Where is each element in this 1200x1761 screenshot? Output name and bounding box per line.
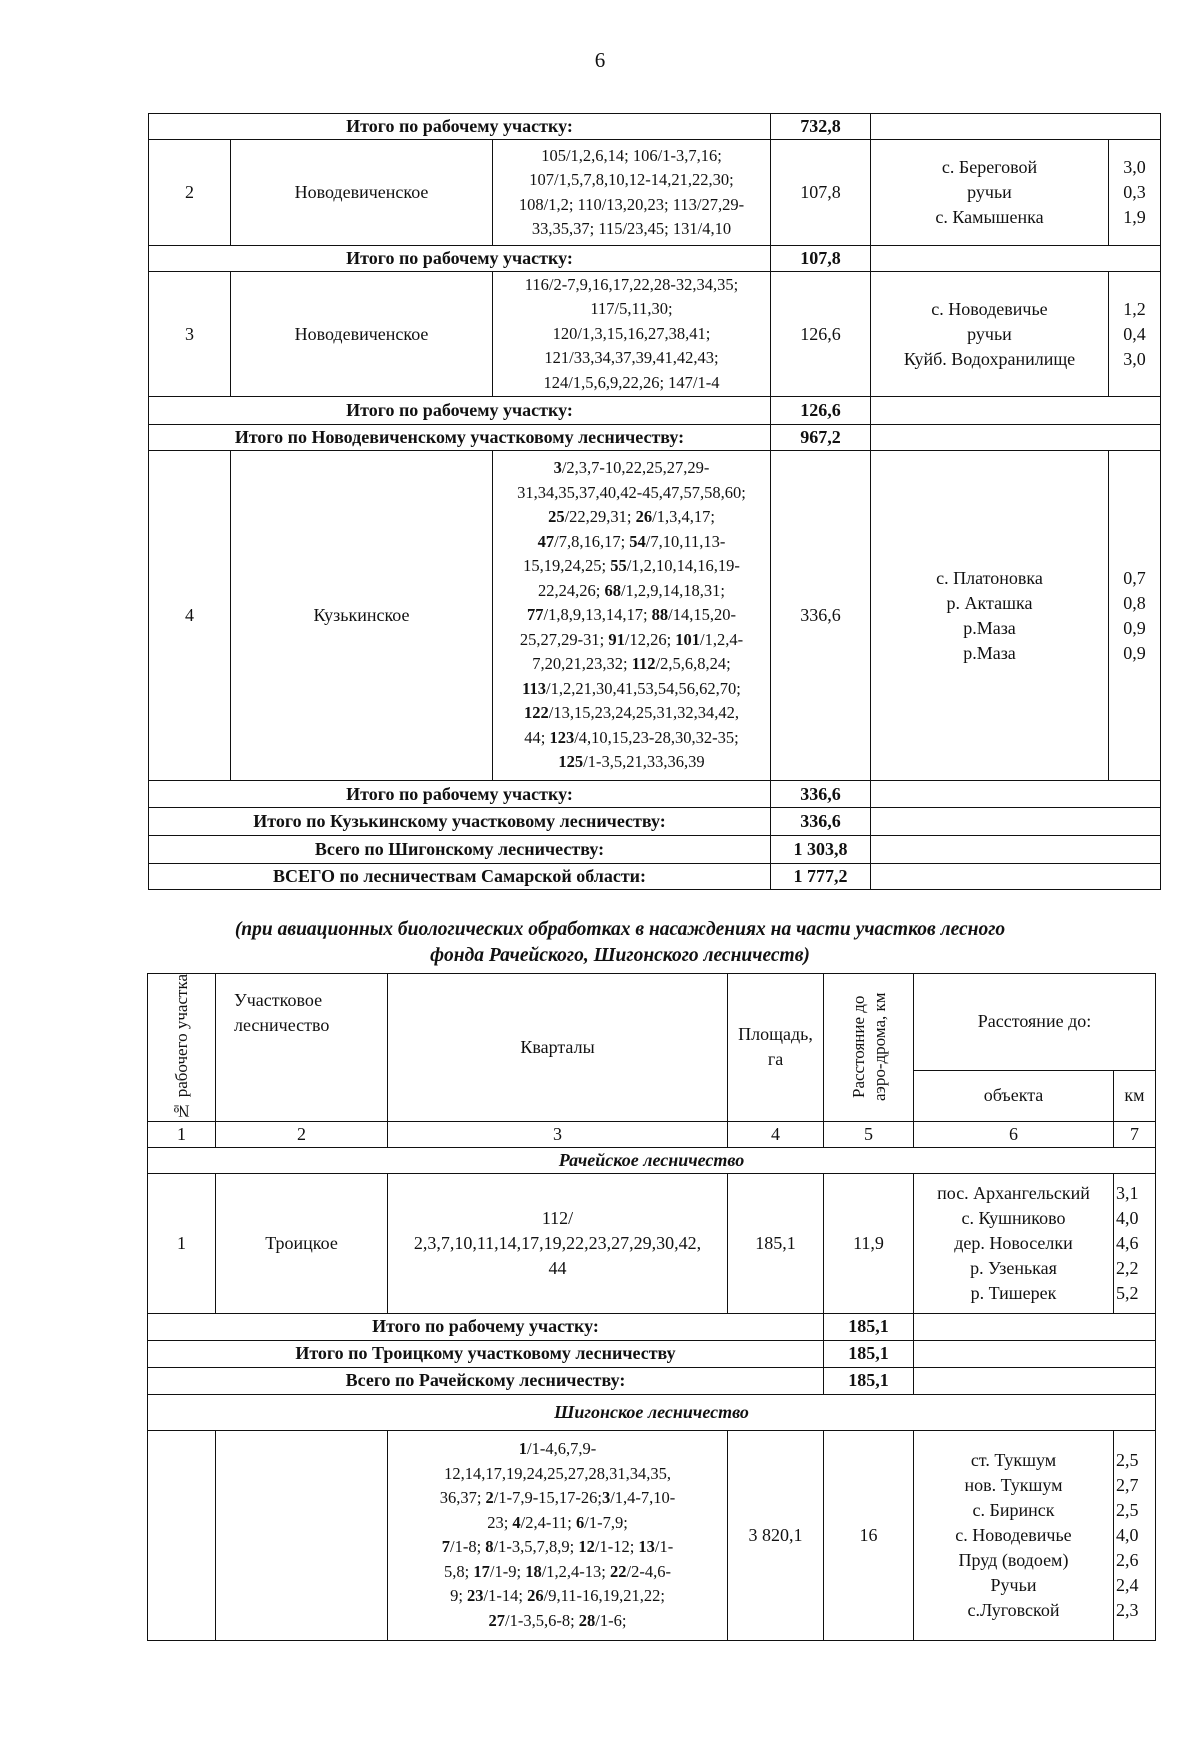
km-value: 1,9	[1123, 207, 1146, 227]
total-value: 732,8	[771, 114, 871, 140]
quarters-line: 1/1-4,6,7,9-	[518, 1439, 597, 1459]
objects-cell	[871, 451, 1109, 781]
object-name: с. Платоновка	[936, 567, 1043, 588]
object-name: р. Тишерек	[970, 1282, 1057, 1303]
row-number	[148, 1430, 216, 1640]
quarters-line: 112/	[541, 1207, 574, 1228]
object-name: ручьи	[967, 182, 1012, 202]
total-label: Итого по рабочему участку:	[148, 1313, 824, 1340]
km-value: 0,7	[1123, 567, 1146, 588]
km-cell	[1109, 451, 1161, 781]
total-value: 185,1	[824, 1313, 914, 1340]
total-row	[149, 114, 1161, 140]
km-value: 3,0	[1123, 348, 1146, 369]
km-value: 2,5	[1116, 1499, 1139, 1520]
total-row	[148, 1340, 1156, 1367]
header-forestry: Участковое лесничество	[216, 974, 388, 1122]
header-dist-airport-text: Расстояние до аэро-дрома, км	[848, 993, 889, 1102]
section-title: Шигонское лесничество	[148, 1394, 1156, 1430]
object-name: с. Новодевичье	[931, 298, 1048, 319]
total-row	[149, 397, 1161, 425]
dist-cell: 16	[824, 1430, 914, 1640]
object-name: Пруд (водоем)	[958, 1549, 1069, 1570]
quarters-line: 121/33,34,37,39,41,42,43;	[544, 348, 719, 368]
bottom-forest-table	[147, 973, 1156, 1641]
object-name: с. Новодевичье	[955, 1524, 1072, 1545]
column-number: 4	[728, 1121, 824, 1147]
table-row	[148, 1173, 1156, 1313]
objects-cell	[914, 1430, 1114, 1640]
total-label: Итого по рабочему участку:	[149, 781, 771, 808]
quarters-line: 5,8; 17/1-9; 18/1,2,4-13; 22/2-4,6-	[444, 1561, 671, 1581]
quarters-line: 25,27,29-31; 91/12,26; 101/1,2,4-	[519, 629, 744, 649]
object-name: с. Кушниково	[961, 1207, 1066, 1228]
quarters-line: 107/1,5,7,8,10,12-14,21,22,30;	[529, 170, 734, 189]
quarters-line: 31,34,35,37,40,42-45,47,57,58,60;	[517, 482, 746, 502]
total-label: Итого по рабочему участку:	[149, 114, 771, 140]
object-name: дер. Новоселки	[954, 1232, 1073, 1253]
quarters-line: 27/1-3,5,6-8; 28/1-6;	[488, 1610, 627, 1630]
object-name: с. Береговой	[941, 157, 1038, 177]
quarters-line: 116/2-7,9,16,17,22,28-32,34,35;	[524, 274, 739, 294]
total-value: 1 303,8	[771, 836, 871, 864]
quarters-cell	[388, 1173, 728, 1313]
column-number: 6	[914, 1121, 1114, 1147]
quarters-line: 125/1-3,5,21,33,36,39	[558, 752, 705, 772]
forestry-name: Новодевиченское	[231, 140, 493, 246]
caption-line: (при авиационных биологических обработках в насаждениях на части участков лесного	[234, 919, 1006, 940]
objects-cell	[871, 140, 1109, 246]
object-name: нов. Тукшум	[964, 1474, 1063, 1495]
header-object: объекта	[914, 1070, 1114, 1121]
table-row	[149, 451, 1161, 781]
table-row	[149, 140, 1161, 246]
km-value: 0,9	[1123, 642, 1146, 663]
section-title: Рачейское лесничество	[148, 1147, 1156, 1173]
km-value: 2,3	[1116, 1599, 1139, 1620]
area-cell: 185,1	[728, 1173, 824, 1313]
total-value: 126,6	[771, 397, 871, 425]
column-number: 2	[216, 1121, 388, 1147]
forestry-name: Новодевиченское	[231, 272, 493, 397]
quarters-line: 25/22,29,31; 26/1,3,4,17;	[548, 507, 715, 527]
total-row	[149, 246, 1161, 272]
top-forest-table	[148, 113, 1161, 890]
object-name: Ручьи	[990, 1574, 1037, 1595]
area-cell: 107,8	[771, 140, 871, 246]
quarters-line: 7,20,21,23,32; 112/2,5,6,8,24;	[532, 654, 731, 674]
header-dist-airport	[824, 974, 914, 1122]
km-value: 0,3	[1123, 182, 1146, 202]
km-value: 4,0	[1116, 1207, 1139, 1228]
forestry-name: Троицкое	[216, 1173, 388, 1313]
section-row	[148, 1147, 1156, 1173]
quarters-cell	[493, 451, 771, 781]
quarters-line: 108/1,2; 110/13,20,23; 113/27,29-	[518, 194, 745, 214]
total-row	[149, 836, 1161, 864]
column-number-row	[148, 1121, 1156, 1147]
total-label: Итого по рабочему участку:	[149, 397, 771, 425]
total-value: 185,1	[824, 1367, 914, 1394]
total-value: 107,8	[771, 246, 871, 272]
quarters-line: 2,3,7,10,11,14,17,19,22,23,27,29,30,42,	[413, 1232, 702, 1253]
object-name: Куйб. Водохранилище	[903, 348, 1076, 369]
object-name: пос. Архангельский	[937, 1182, 1090, 1203]
quarters-line: 124/1,5,6,9,22,26; 147/1-4	[543, 372, 720, 392]
total-value: 967,2	[771, 425, 871, 451]
quarters-line: 3/2,3,7-10,22,25,27,29-	[553, 458, 710, 478]
quarters-line: 122/13,15,23,24,25,31,32,34,42,	[524, 703, 739, 723]
header-dist-to: Расстояние до:	[914, 974, 1156, 1071]
km-value: 0,9	[1123, 617, 1146, 638]
quarters-line: 77/1,8,9,13,14,17; 88/14,15,20-	[526, 605, 737, 625]
object-name: р. Акташка	[946, 592, 1033, 613]
header-num-text: № рабочего участка	[171, 974, 191, 1121]
total-row	[149, 781, 1161, 808]
total-label: Итого по Новодевиченскому участковому лесничеству:	[149, 425, 771, 451]
km-value: 2,4	[1116, 1574, 1139, 1595]
row-number: 3	[149, 272, 231, 397]
page-number: 6	[594, 48, 606, 72]
area-cell: 3 820,1	[728, 1430, 824, 1640]
table-row	[148, 1430, 1156, 1640]
dist-cell: 11,9	[824, 1173, 914, 1313]
quarters-line: 105/1,2,6,14; 106/1-3,7,16;	[541, 145, 722, 165]
header-area: Площадь, га	[728, 974, 824, 1122]
quarters-line: 33,35,37; 115/23,45; 131/4,10	[531, 219, 732, 238]
object-name: р. Узенькая	[970, 1257, 1057, 1278]
km-value: 1,2	[1123, 298, 1146, 319]
km-cell	[1109, 140, 1161, 246]
total-label: Итого по рабочему участку:	[149, 246, 771, 272]
header-km: км	[1114, 1070, 1156, 1121]
km-cell	[1114, 1430, 1156, 1640]
total-value: 185,1	[824, 1340, 914, 1367]
quarters-line: 15,19,24,25; 55/1,2,10,14,16,19-	[523, 556, 740, 576]
total-label: ВСЕГО по лесничествам Самарской области:	[149, 864, 771, 890]
row-number: 4	[149, 451, 231, 781]
object-name: с. Биринск	[972, 1499, 1055, 1520]
km-value: 2,5	[1116, 1449, 1139, 1470]
column-number: 7	[1114, 1121, 1156, 1147]
quarters-line: 44	[548, 1257, 567, 1278]
total-label: Всего по Шигонскому лесничеству:	[149, 836, 771, 864]
km-value: 5,2	[1116, 1282, 1139, 1303]
km-value: 2,6	[1116, 1549, 1139, 1570]
total-label: Итого по Троицкому участковому лесничеству	[148, 1340, 824, 1367]
total-row	[149, 808, 1161, 836]
forestry-name	[216, 1430, 388, 1640]
row-number: 1	[148, 1173, 216, 1313]
object-name: с. Камышенка	[935, 207, 1044, 227]
km-value: 4,6	[1116, 1232, 1139, 1253]
object-name: р.Маза	[963, 642, 1016, 663]
forestry-name: Кузькинское	[231, 451, 493, 781]
km-cell	[1109, 272, 1161, 397]
area-cell: 336,6	[771, 451, 871, 781]
km-value: 3,0	[1123, 157, 1146, 177]
km-cell	[1114, 1173, 1156, 1313]
quarters-line: 47/7,8,16,17; 54/7,10,11,13-	[537, 531, 726, 551]
objects-cell	[914, 1173, 1114, 1313]
area-cell: 126,6	[771, 272, 871, 397]
table-caption	[150, 917, 1090, 969]
total-row	[148, 1313, 1156, 1340]
objects-cell	[871, 272, 1109, 397]
km-value: 3,1	[1116, 1182, 1139, 1203]
header-quarters: Кварталы	[388, 974, 728, 1122]
quarters-line: 113/1,2,21,30,41,53,54,56,62,70;	[522, 678, 741, 698]
km-value: 0,8	[1123, 592, 1146, 613]
quarters-line: 44; 123/4,10,15,23-28,30,32-35;	[524, 727, 739, 747]
object-name: ст. Тукшум	[970, 1449, 1057, 1470]
column-number: 3	[388, 1121, 728, 1147]
total-value: 336,6	[771, 808, 871, 836]
total-row	[149, 864, 1161, 890]
quarters-line: 12,14,17,19,24,25,27,28,31,34,35,	[444, 1463, 671, 1483]
column-number: 5	[824, 1121, 914, 1147]
quarters-cell	[493, 272, 771, 397]
km-value: 2,7	[1116, 1474, 1139, 1495]
object-name: с.Луговской	[967, 1599, 1060, 1620]
total-label: Всего по Рачейскому лесничеству:	[148, 1367, 824, 1394]
km-value: 0,4	[1123, 323, 1146, 344]
total-row	[149, 425, 1161, 451]
caption-line: фонда Рачейского, Шигонского лесничеств)	[430, 945, 810, 966]
header-num	[148, 974, 216, 1122]
header-row	[148, 974, 1156, 1071]
quarters-line: 7/1-8; 8/1-3,5,7,8,9; 12/1-12; 13/1-	[441, 1537, 674, 1557]
quarters-line: 22,24,26; 68/1,2,9,14,18,31;	[537, 580, 726, 600]
quarters-line: 120/1,3,15,16,27,38,41;	[552, 323, 711, 343]
km-value: 2,2	[1116, 1257, 1139, 1278]
object-name: р.Маза	[963, 617, 1016, 638]
quarters-cell	[388, 1430, 728, 1640]
total-value: 1 777,2	[771, 864, 871, 890]
column-number: 1	[148, 1121, 216, 1147]
quarters-line: 23; 4/2,4-11; 6/1-7,9;	[487, 1512, 628, 1532]
table-row	[149, 272, 1161, 397]
total-value: 336,6	[771, 781, 871, 808]
row-number: 2	[149, 140, 231, 246]
object-name: ручьи	[967, 323, 1012, 344]
quarters-line: 36,37; 2/1-7,9-15,17-26;3/1,4-7,10-	[439, 1488, 676, 1508]
km-value: 4,0	[1116, 1524, 1139, 1545]
quarters-line: 117/5,11,30;	[590, 299, 673, 319]
quarters-line: 9; 23/1-14; 26/9,11-16,19,21,22;	[450, 1586, 665, 1606]
total-label: Итого по Кузькинскому участковому лесничеству:	[149, 808, 771, 836]
quarters-cell	[493, 140, 771, 246]
total-row	[148, 1367, 1156, 1394]
section-row	[148, 1394, 1156, 1430]
